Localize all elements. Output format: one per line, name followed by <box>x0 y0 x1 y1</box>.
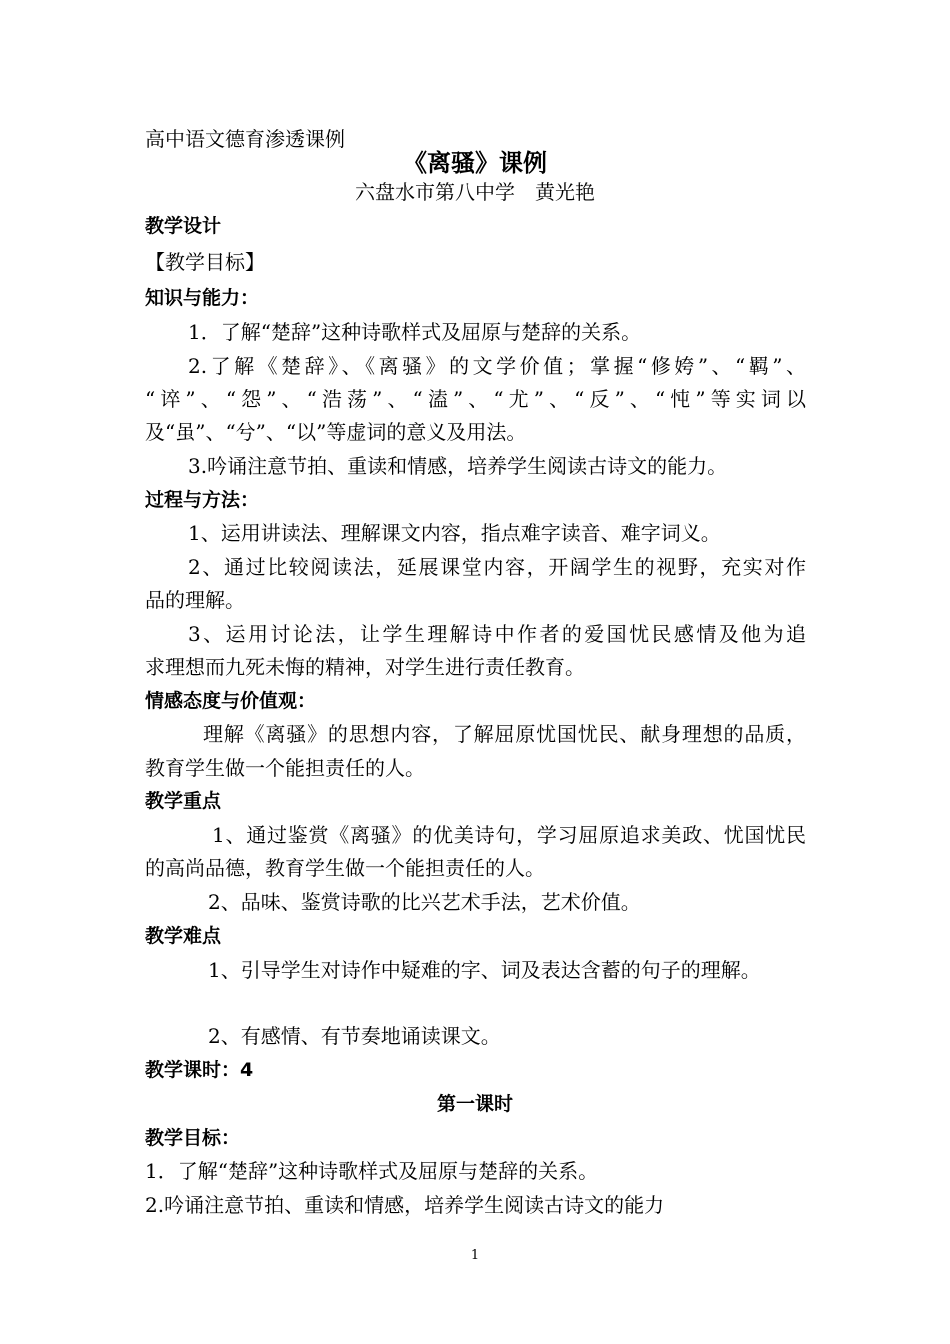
knowledge-item-2-line-b: “谇”、“怨”、“浩荡”、“溘”、“尤”、“反”、“忳”等实词以 <box>145 387 806 411</box>
difficulty-heading: 教学难点 <box>145 925 222 947</box>
process-item-2-line-b: 品的理解。 <box>145 588 245 612</box>
lesson-goal-2: 2.吟诵注意节拍、重读和情感，培养学生阅读古诗文的能力 <box>145 1193 665 1217</box>
process-heading: 过程与方法： <box>145 489 260 511</box>
process-item-1: 1、运用讲读法、理解课文内容，指点难字读音、难字词义。 <box>188 521 721 545</box>
section-heading-design: 教学设计 <box>145 215 222 237</box>
key-point-1-line-a: 1、通过鉴赏《离骚》的优美诗句，学习屈原追求美政、忧国忧民 <box>212 823 806 847</box>
key-points-heading: 教学重点 <box>145 790 222 812</box>
knowledge-item-2-line-c: 及“虽”、“兮”、“以”等虚词的意义及用法。 <box>145 420 527 444</box>
difficulty-item-2: 2、有感情、有节奏地诵读课文。 <box>208 1024 501 1048</box>
doc-header: 高中语文德育渗透课例 <box>145 127 345 151</box>
key-point-2: 2、品味、鉴赏诗歌的比兴艺术手法，艺术价值。 <box>208 890 641 914</box>
emotion-item-line-b: 教育学生做一个能担责任的人。 <box>145 756 425 780</box>
emotion-heading: 情感态度与价值观： <box>145 690 317 712</box>
knowledge-item-1: 1．了解“楚辞”这种诗歌样式及屈原与楚辞的关系。 <box>188 320 642 344</box>
knowledge-item-3: 3.吟诵注意节拍、重读和情感，培养学生阅读古诗文的能力。 <box>188 454 728 478</box>
goal-bracket-heading: 【教学目标】 <box>145 250 265 274</box>
process-item-3-line-a: 3、运用讨论法，让学生理解诗中作者的爱国忧民感情及他为追 <box>188 622 806 646</box>
knowledge-heading: 知识与能力： <box>145 287 260 309</box>
doc-author: 六盘水市第八中学 黄光艳 <box>355 180 595 204</box>
difficulty-item-1: 1、引导学生对诗作中疑难的字、词及表达含蓄的句子的理解。 <box>208 958 761 982</box>
emotion-item-line-a: 理解《离骚》的思想内容，了解屈原忧国忧民、献身理想的品质， <box>203 722 806 746</box>
doc-title: 《离骚》课例 <box>403 149 547 177</box>
knowledge-item-2-line-a: 2.了解《楚辞》、《离骚》的文学价值；掌握“修姱”、“羁”、 <box>188 354 806 378</box>
lesson-goal-1: 1．了解“楚辞”这种诗歌样式及屈原与楚辞的关系。 <box>145 1159 599 1183</box>
lesson-hours: 教学课时：4 <box>145 1059 254 1081</box>
process-item-2-line-a: 2、通过比较阅读法，延展课堂内容，开阔学生的视野，充实对作 <box>188 555 806 579</box>
key-point-1-line-b: 的高尚品德，教育学生做一个能担责任的人。 <box>145 856 545 880</box>
process-item-3-line-b: 求理想而九死未悔的精神，对学生进行责任教育。 <box>145 655 585 679</box>
page-number: 1 <box>470 1248 480 1263</box>
lesson-goal-heading: 教学目标： <box>145 1127 241 1149</box>
lesson-1-heading: 第一课时 <box>436 1093 513 1115</box>
